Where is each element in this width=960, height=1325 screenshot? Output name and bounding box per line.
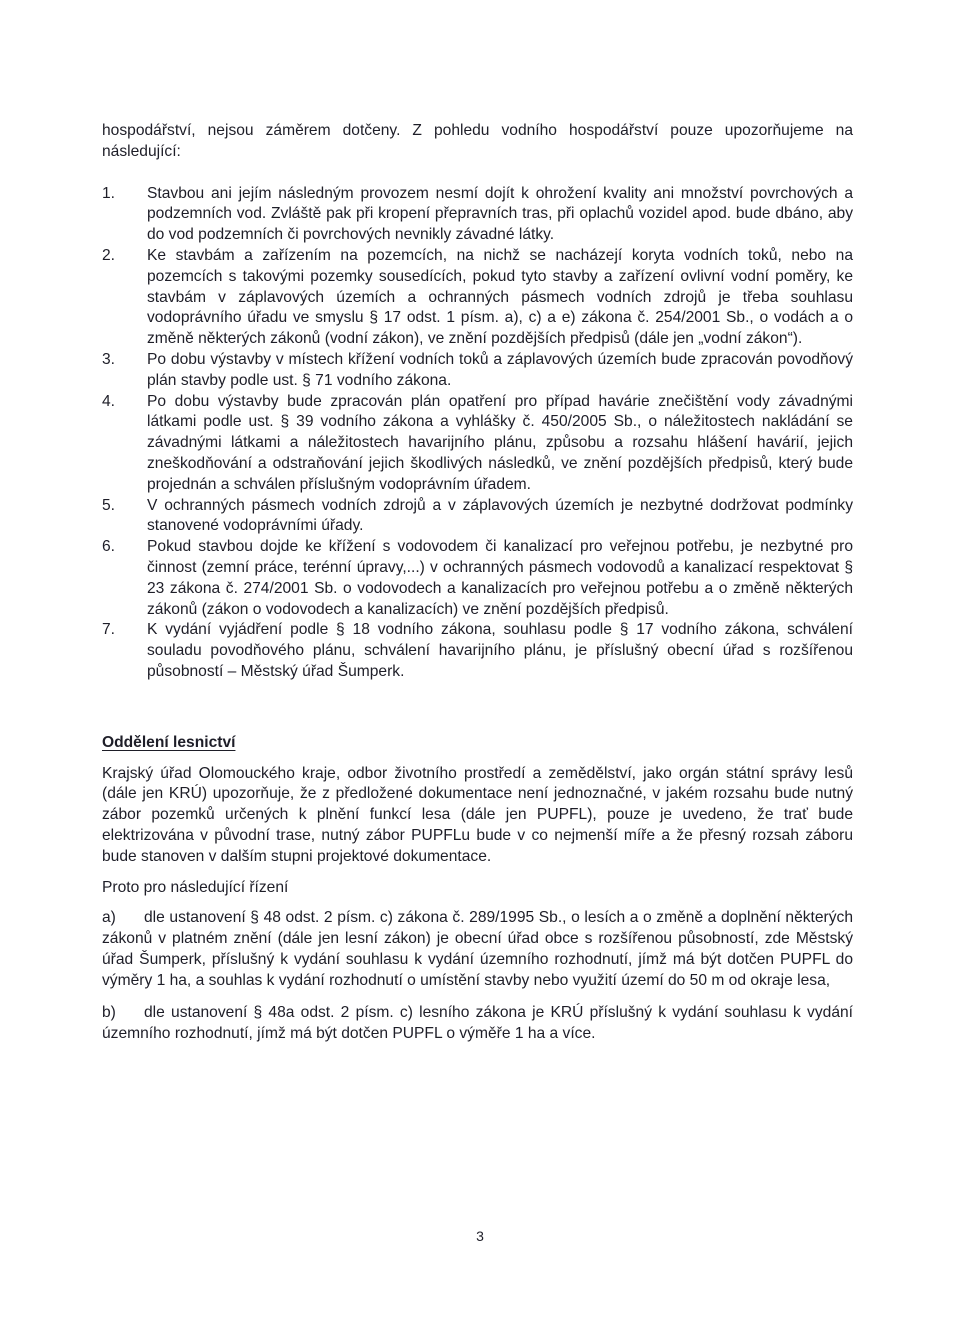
- list-item-text: Ke stavbám a zařízením na pozemcích, na nichž se nacházejí koryta vodních toků, nebo na pozemcích s takovými pozemky sousedících, pokud tyto stavby a zařízení ovlivní vodní poměry, ke stavbám v záplavových územích a ochranných pásmech vodních zdrojů je třeba souhlasu vodoprávního úřadu ve smyslu § 17 odst. 1 písm. a), c) a e) zákona č. 254/2001 Sb., o vodách a o změně některých zákonů (vodní zákon), ve znění pozdějších předpisů (dále jen „vodní zákon“).: [147, 246, 853, 348]
- list-item-number: 7.: [102, 621, 116, 639]
- point-text: dle ustanovení § 48 odst. 2 písm. c) zákona č. 289/1995 Sb., o lesích a o změně a doplnění některých zákonů v platném znění (dále jen lesní zákon) je obecní úřad obce s rozšířenou působností, zde Městský úřad Šumperk, příslušný k vydání souhlasu k vydání územního rozhodnutí, jímž má být dotčen PUPFL do výměry 1 ha, a souhlas k vydání rozhodnutí o umístění stavby nebo využití území do 50 m od okraje lesa,: [102, 909, 853, 989]
- point-letter: a): [102, 909, 116, 927]
- list-item: [102, 620, 853, 682]
- list-item-text: Po dobu výstavby bude zpracován plán opatření pro případ havárie znečištění vody závadnými látkami podle ust. § 39 vodního zákona a vyhlášky č. 450/2005 Sb., o náležitostech nakládání se závadnými látkami a náležitostech havarijního plánu, způsobu a rozsahu hlášení havárií, jejich zneškodňování a odstraňování jejich škodlivých následků, ve znění pozdějších předpisů, který bude projednán a schválen příslušným vodoprávním úřadem.: [147, 392, 853, 493]
- list-item: [102, 246, 853, 350]
- list-item-text: V ochranných pásmech vodních zdrojů a v záplavových územích je nezbytné dodržovat podmínky stanovené vodoprávními úřady.: [147, 496, 853, 535]
- intro-paragraph: hospodářství, nejsou záměrem dotčeny. Z pohledu vodního hospodářství pouze upozorňujeme na následující:: [102, 122, 853, 160]
- page-number: 3: [476, 1228, 484, 1244]
- point-text: dle ustanovení § 48a odst. 2 písm. c) lesního zákona je KRÚ příslušný k vydání souhlasu k vydání územního rozhodnutí, jímž má být dotčen PUPFL o výměře 1 ha a více.: [102, 1004, 853, 1043]
- list-item: [102, 184, 853, 246]
- list-item-number: 6.: [102, 538, 116, 556]
- list-item-number: 1.: [102, 184, 116, 202]
- list-item-text: Stavbou ani jejím následným provozem nesmí dojít k ohrožení kvality ani množství povrchových a podzemních vod. Zvláště pak při kropení přepravních tras, při oplachů vozidel apod. bude dbáno, aby do vod podzemních či povrchových nevnikly závadné látky.: [147, 184, 853, 244]
- list-item: [102, 496, 853, 538]
- list-item-number: 4.: [102, 392, 116, 410]
- list-item-number: 5.: [102, 496, 116, 514]
- document-page: [102, 121, 853, 1057]
- list-item: [102, 537, 853, 620]
- section-paragraph-intro: Proto pro následující řízení: [102, 878, 289, 896]
- list-item-text: K vydání vyjádření podle § 18 vodního zákona, souhlasu podle § 17 vodního zákona, schválení souladu povodňového plánu, schválení havarijního plánu, je příslušný obecní úřad s rozšířenou působností – Městský úřad Šumperk.: [147, 621, 853, 680]
- list-item-text: Po dobu výstavby v místech křížení vodních toků a záplavových územích bude zpracován povodňový plán stavby podle ust. § 71 vodního zákona.: [147, 350, 853, 389]
- point-letter: b): [102, 1004, 116, 1022]
- water-management-list: [102, 184, 853, 683]
- section-heading: Oddělení lesnictví: [102, 733, 236, 751]
- list-item-number: 2.: [102, 246, 116, 264]
- list-item-text: Pokud stavbou dojde ke křížení s vodovodem či kanalizací pro veřejnou potřebu, je nezbytné pro činnost (zemní práce, terénní úpravy,...) v ochranných pásmech vodovodů a kanalizací respektovat § 23 zákona č. 274/2001 Sb. o vodovodech a kanalizacích pro veřejnou potřebu a o změně některých zákonů (zákon o vodovodech a kanalizacích) ve znění pozdějších předpisů.: [147, 538, 853, 618]
- lettered-point: [102, 1003, 853, 1045]
- section-paragraph: Krajský úřad Olomouckého kraje, odbor životního prostředí a zemědělství, jako orgán státní správy lesů (dále jen KRÚ) upozorňuje, že z předložené dokumentace není jednoznačné, v jakém rozsahu bude nutný zábor pozemků určených k plnění funkcí lesa (dále jen PUPFL), pouze je uvedeno, že trať bude elektrizována v původní trase, nutný zábor PUPFLu bude v co nejmenší míře a že přesný rozsah záboru bude stanoven v dalším stupni projektové dokumentace.: [102, 764, 853, 865]
- lettered-point: [102, 908, 853, 991]
- list-item-number: 3.: [102, 350, 116, 368]
- list-item: [102, 350, 853, 392]
- list-item: [102, 392, 853, 496]
